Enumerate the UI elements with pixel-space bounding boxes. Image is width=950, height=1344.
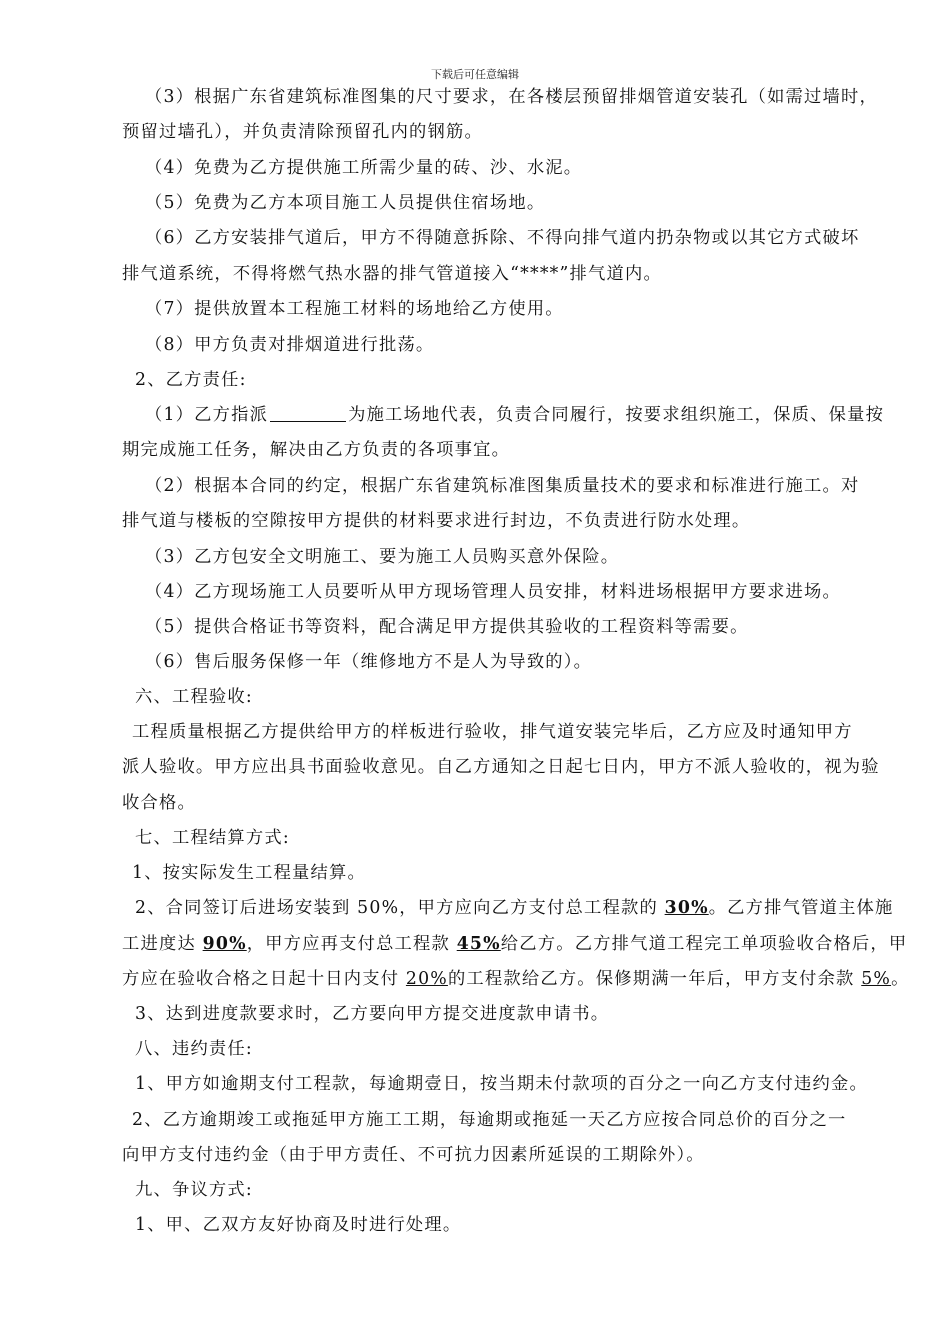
text-segment: 2、合同签订后进场安装到 50%，甲方应向乙方支付总工程款的: [135, 898, 665, 918]
text-segment: 2、乙方责任:: [135, 370, 247, 390]
text-segment: 八、违约责任:: [135, 1039, 253, 1059]
text-segment: （7）提供放置本工程施工材料的场地给乙方使用。: [145, 299, 564, 319]
text-segment: 1、甲、乙双方友好协商及时进行处理。: [135, 1215, 462, 1235]
text-segment: 为施工场地代表，负责合同履行，按要求组织施工，保质、保量按: [348, 405, 885, 425]
text-segment: 向甲方支付违约金（由于甲方责任、不可抗力因素所延误的工期除外）。: [122, 1145, 705, 1165]
text-segment: 给乙方。乙方排气道工程完工单项验收合格后，甲: [500, 934, 908, 954]
text-line: [132, 1109, 846, 1131]
text-line: [122, 510, 750, 532]
text-segment: （3）根据广东省建筑标准图集的尺寸要求，在各楼层预留排烟管道安装孔（如需过墙时，: [145, 87, 878, 107]
text-segment: （4）乙方现场施工人员要听从甲方现场管理人员安排，材料进场根据甲方要求进场。: [145, 582, 842, 602]
text-segment: 。乙方排气管道主体施: [708, 898, 894, 918]
text-line: [145, 157, 582, 179]
text-line: [145, 227, 859, 249]
text-segment: （3）乙方包安全文明施工、要为施工人员购买意外保险。: [145, 547, 620, 567]
text-line: [122, 756, 880, 778]
text-segment: 的工程款给乙方。保修期满一年后，甲方支付余款: [447, 969, 862, 989]
text-line: [122, 792, 196, 814]
text-segment: （6）乙方安装排气道后，甲方不得随意拆除、不得向排气道内扔杂物或以其它方式破坏: [145, 228, 860, 248]
text-segment: 。: [891, 969, 910, 989]
text-line: [145, 616, 749, 638]
text-line: [135, 686, 253, 708]
text-segment: 2、乙方逾期竣工或拖延甲方施工工期，每逾期或拖延一天乙方应按合同总价的百分之一: [132, 1110, 847, 1130]
text-segment: 排气道系统，不得将燃气热水器的排气管道接入“****”排气道内。: [122, 264, 662, 284]
text-line: [145, 404, 884, 426]
text-segment: 90%: [202, 934, 247, 954]
text-line: [132, 721, 853, 743]
text-segment: 预留过墙孔），并负责清除预留孔内的钢筋。: [122, 122, 483, 142]
text-segment: 期完成施工任务，解决由乙方负责的各项事宜。: [122, 440, 511, 460]
text-line: [135, 827, 290, 849]
text-line: [135, 1214, 461, 1236]
text-line: [122, 968, 910, 990]
text-segment: （4）免费为乙方提供施工所需少量的砖、沙、水泥。: [145, 158, 583, 178]
text-line: [145, 334, 434, 356]
text-segment: 45%: [456, 934, 501, 954]
text-segment: 20%: [405, 969, 448, 989]
text-line: [145, 475, 859, 497]
text-segment: 九、争议方式:: [135, 1180, 253, 1200]
text-segment: 工进度达: [122, 934, 203, 954]
text-segment: 排气道与楼板的空隙按甲方提供的材料要求进行封边，不负责进行防水处理。: [122, 511, 751, 531]
text-segment: 3、达到进度款要求时，乙方要向甲方提交进度款申请书。: [135, 1004, 610, 1024]
page-header: 下载后可任意编辑: [431, 68, 519, 81]
text-segment: （6）售后服务保修一年（维修地方不是人为导致的）。: [145, 652, 593, 672]
text-segment: （5）提供合格证书等资料，配合满足甲方提供其验收的工程资料等需要。: [145, 617, 749, 637]
text-segment: 30%: [664, 898, 709, 918]
text-line: [135, 1073, 868, 1095]
text-line: [145, 651, 592, 673]
text-segment: （1）乙方指派: [145, 405, 269, 425]
text-segment: 1、甲方如逾期支付工程款，每逾期壹日，按当期未付款项的百分之一向乙方支付违约金。: [135, 1074, 868, 1094]
text-line: [135, 897, 894, 919]
fill-in-blank: [270, 405, 346, 422]
text-segment: ，甲方应再支付总工程款: [246, 934, 457, 954]
text-line: [132, 862, 366, 884]
text-segment: 5%: [861, 969, 892, 989]
text-segment: 1、按实际发生工程量结算。: [132, 863, 366, 883]
text-line: [135, 1038, 253, 1060]
text-line: [122, 933, 907, 955]
text-segment: 派人验收。甲方应出具书面验收意见。自乙方通知之日起七日内，甲方不派人验收的，视为验: [122, 757, 880, 777]
text-line: [135, 1179, 253, 1201]
text-segment: （2）根据本合同的约定，根据广东省建筑标准图集质量技术的要求和标准进行施工。对: [145, 476, 860, 496]
text-segment: 方应在验收合格之日起十日内支付: [122, 969, 406, 989]
text-line: [122, 121, 483, 143]
text-segment: 收合格。: [122, 793, 196, 813]
text-line: [145, 192, 545, 214]
text-line: [145, 86, 878, 108]
text-segment: 七、工程结算方式:: [135, 828, 290, 848]
text-line: [135, 1003, 609, 1025]
text-line: [122, 439, 510, 461]
text-segment: （5）免费为乙方本项目施工人员提供住宿场地。: [145, 193, 546, 213]
text-segment: 六、工程验收:: [135, 687, 253, 707]
text-segment: 工程质量根据乙方提供给甲方的样板进行验收，排气道安装完毕后，乙方应及时通知甲方: [132, 722, 853, 742]
text-line: [122, 1144, 705, 1166]
text-line: [145, 581, 841, 603]
text-line: [135, 369, 247, 391]
text-line: [122, 263, 662, 285]
text-line: [145, 546, 619, 568]
text-line: [145, 298, 564, 320]
text-segment: （8）甲方负责对排烟道进行批荡。: [145, 335, 435, 355]
